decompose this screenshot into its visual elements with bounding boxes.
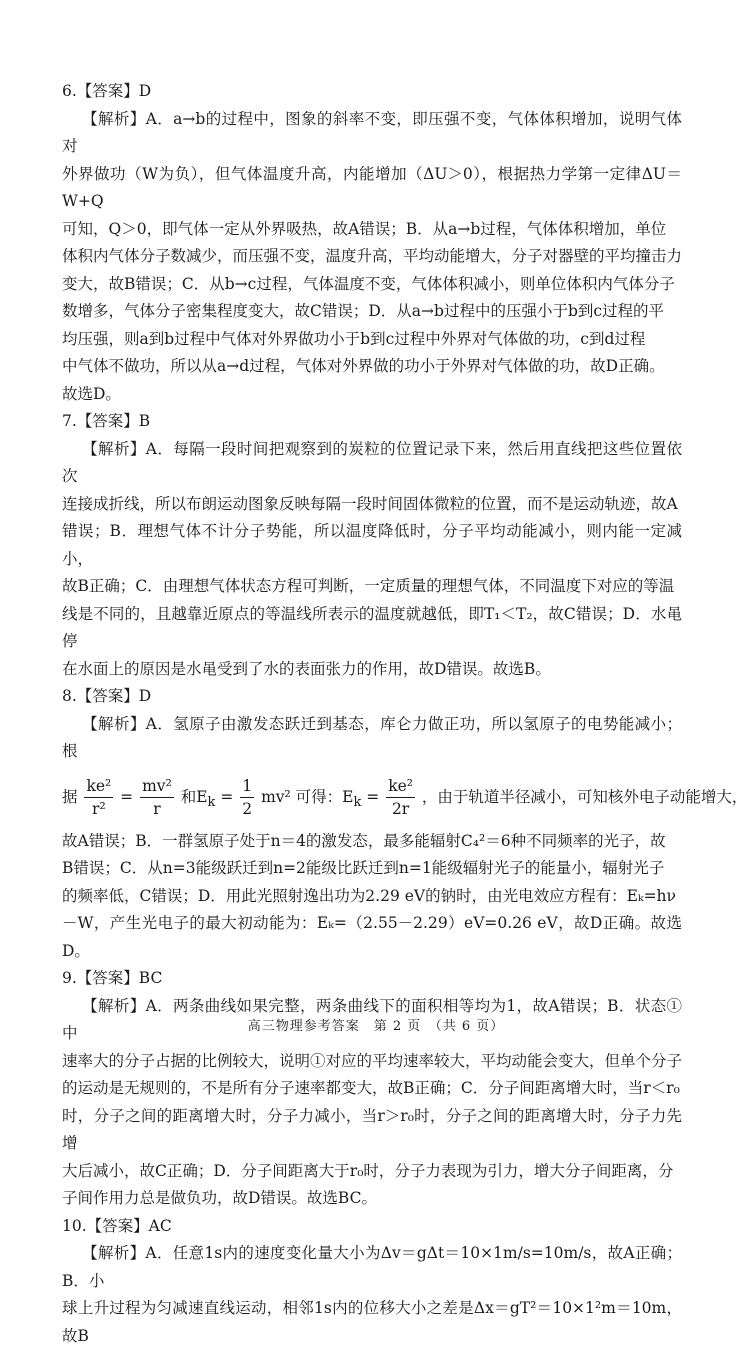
answer-content [62,78,748,1350]
formula-text: = [120,787,134,806]
fraction-denominator: r² [92,800,106,818]
text-line: 在水面上的原因是水黾受到了水的表面张力的作用，故D错误。故选B。 [62,659,551,678]
question-6-explanation [62,106,682,409]
question-8-explanation [62,711,682,766]
fraction-denominator: 2r [391,800,410,818]
fraction-numerator: ke² [386,775,415,798]
formula-text: 据 [62,787,78,806]
question-8-answer: 8.【答案】D [62,687,152,705]
text-line: 球上升过程为匀减速直线运动，相邻1s内的位移大小之差是Δx＝gT²＝10×1²m＝10m，故B [62,1299,682,1345]
question-7-answer: 7.【答案】B [62,412,151,430]
text-line: 可知，Q＞0，即气体一定从外界吸热，故A错误；B．从a→b过程，气体体积增加，单位 [62,219,667,238]
text-line: 速率大的分子占据的比例较大，说明①对应的平均速率较大，平均动能会变大，但单个分子 [62,1051,683,1070]
question-10-explanation [62,1240,682,1350]
text-line: 外界做功（W为负），但气体温度升高，内能增加（ΔU＞0），根据热力学第一定律ΔU＝W+Q [62,164,682,210]
question-6-answer: 6.【答案】D [62,82,152,100]
text-line: 均压强，则a到b过程中气体对外界做功小于b到c过程中外界对气体做的功，c到d过程 [62,329,646,348]
text-line: 中气体不做功，所以从a→d过程，气体对外界做的功小于外界对气体做的功，故D正确。 [62,357,665,375]
text-line: 【解析】A．任意1s内的速度变化量大小为Δv＝gΔt＝10×1m/s=10m/s，故A正确；B．小 [62,1244,682,1290]
text-line: 【解析】A．每隔一段时间把观察到的炭粒的位置记录下来，然后用直线把这些位置依次 [62,439,682,485]
text-line: 变大，故B错误；C．从b→c过程，气体温度不变，气体体积减小，则单位体积内气体分子 [62,274,675,293]
text-line: 体积内气体分子数减少，而压强不变，温度升高，平均动能增大，分子对器壁的平均撞击力 [62,247,683,265]
text-line: 故B正确；C．由理想气体状态方程可判断，一定质量的理想气体，不同温度下对应的等温 [62,577,675,595]
formula-text: mv² 可得：E [261,787,354,806]
text-line: －W，产生光电子的最大初动能为：Eₖ=（2.55－2.29）eV=0.26 eV，故D正确。故选D。 [62,914,682,960]
fraction-numerator: 1 [240,775,254,798]
question-8-explanation-cont [62,828,682,966]
formula-text: = [220,787,234,806]
text-line: 的频率低，C错误；D．用此光照射逸出功为2.29 eV的钠时，由光电效应方程有：Eₖ=hν [62,886,676,905]
energy-formula [62,766,748,828]
formula-text: ，由于轨道半径减小，可知核外电子动能增大， [421,787,748,806]
page-footer: 高三物理参考答案 第 2 页 （共 6 页） [247,1019,505,1034]
text-line: 错误；B．理想气体不计分子势能，所以温度降低时，分子平均动能减小，则内能一定减小， [62,522,682,568]
text-line: 【解析】A．两条曲线如果完整，两条曲线下的面积相等均为1，故A错误；B．状态①中 [62,996,682,1042]
text-line: 时，分子之间的距离增大时，分子力减小，当r＞r₀时，分子之间的距离增大时，分子力先增 [62,1106,682,1152]
fraction-denominator: r [153,800,161,818]
question-9-answer: 9.【答案】BC [62,969,163,987]
formula-text: 和E [180,787,208,806]
text-line: B错误；C．从n=3能级跃迁到n=2能级比跃迁到n=1能级辐射光子的能量小，辐射光子 [62,859,665,877]
question-10-answer: 10.【答案】AC [62,1216,172,1235]
text-line: 故选D。 [62,384,121,403]
text-line: 【解析】A．a→b的过程中，图象的斜率不变，即压强不变，气体体积增加，说明气体对 [62,109,682,155]
fraction-denominator: 2 [242,800,253,818]
fraction-coulomb [84,775,113,820]
fraction-half [240,775,254,820]
text-line: 子间作用力总是做负功，故D错误。故选BC。 [62,1189,377,1207]
text-line: 的运动是无规则的，不是所有分子速率都变大，故B正确；C．分子间距离增大时，当r＜r₀ [62,1079,680,1097]
question-7-explanation [62,436,682,684]
text-line: 数增多，气体分子密集程度变大，故C错误；D．从a→b过程中的压强小于b到c过程的平 [62,302,665,320]
text-line: 线是不同的，且越靠近原点的等温线所表示的温度就越低，即T₁＜T₂，故C错误；D．水黾停 [62,604,682,650]
formula-text: = [366,787,380,806]
text-line: 大后减小，故C正确；D．分子间距离大于r₀时，分子力表现为引力，增大分子间距离，分 [62,1161,674,1180]
formula-subscript: k [207,794,216,810]
fraction-numerator: ke² [84,775,113,798]
text-line: 连接成折线，所以布朗运动图象反映每隔一段时间固体微粒的位置，而不是运动轨迹，故A [62,494,678,513]
fraction-kinetic [386,775,415,820]
fraction-centripetal [140,775,174,820]
text-line: 【解析】A．氢原子由激发态跃迁到基态，库仑力做正功，所以氢原子的电势能减小；根 [62,714,682,760]
formula-subscript: k [353,794,362,810]
fraction-numerator: mv² [140,775,174,798]
text-line: 故A错误；B．一群氢原子处于n＝4的激发态，最多能辐射C₄²＝6种不同频率的光子，故 [62,831,666,850]
